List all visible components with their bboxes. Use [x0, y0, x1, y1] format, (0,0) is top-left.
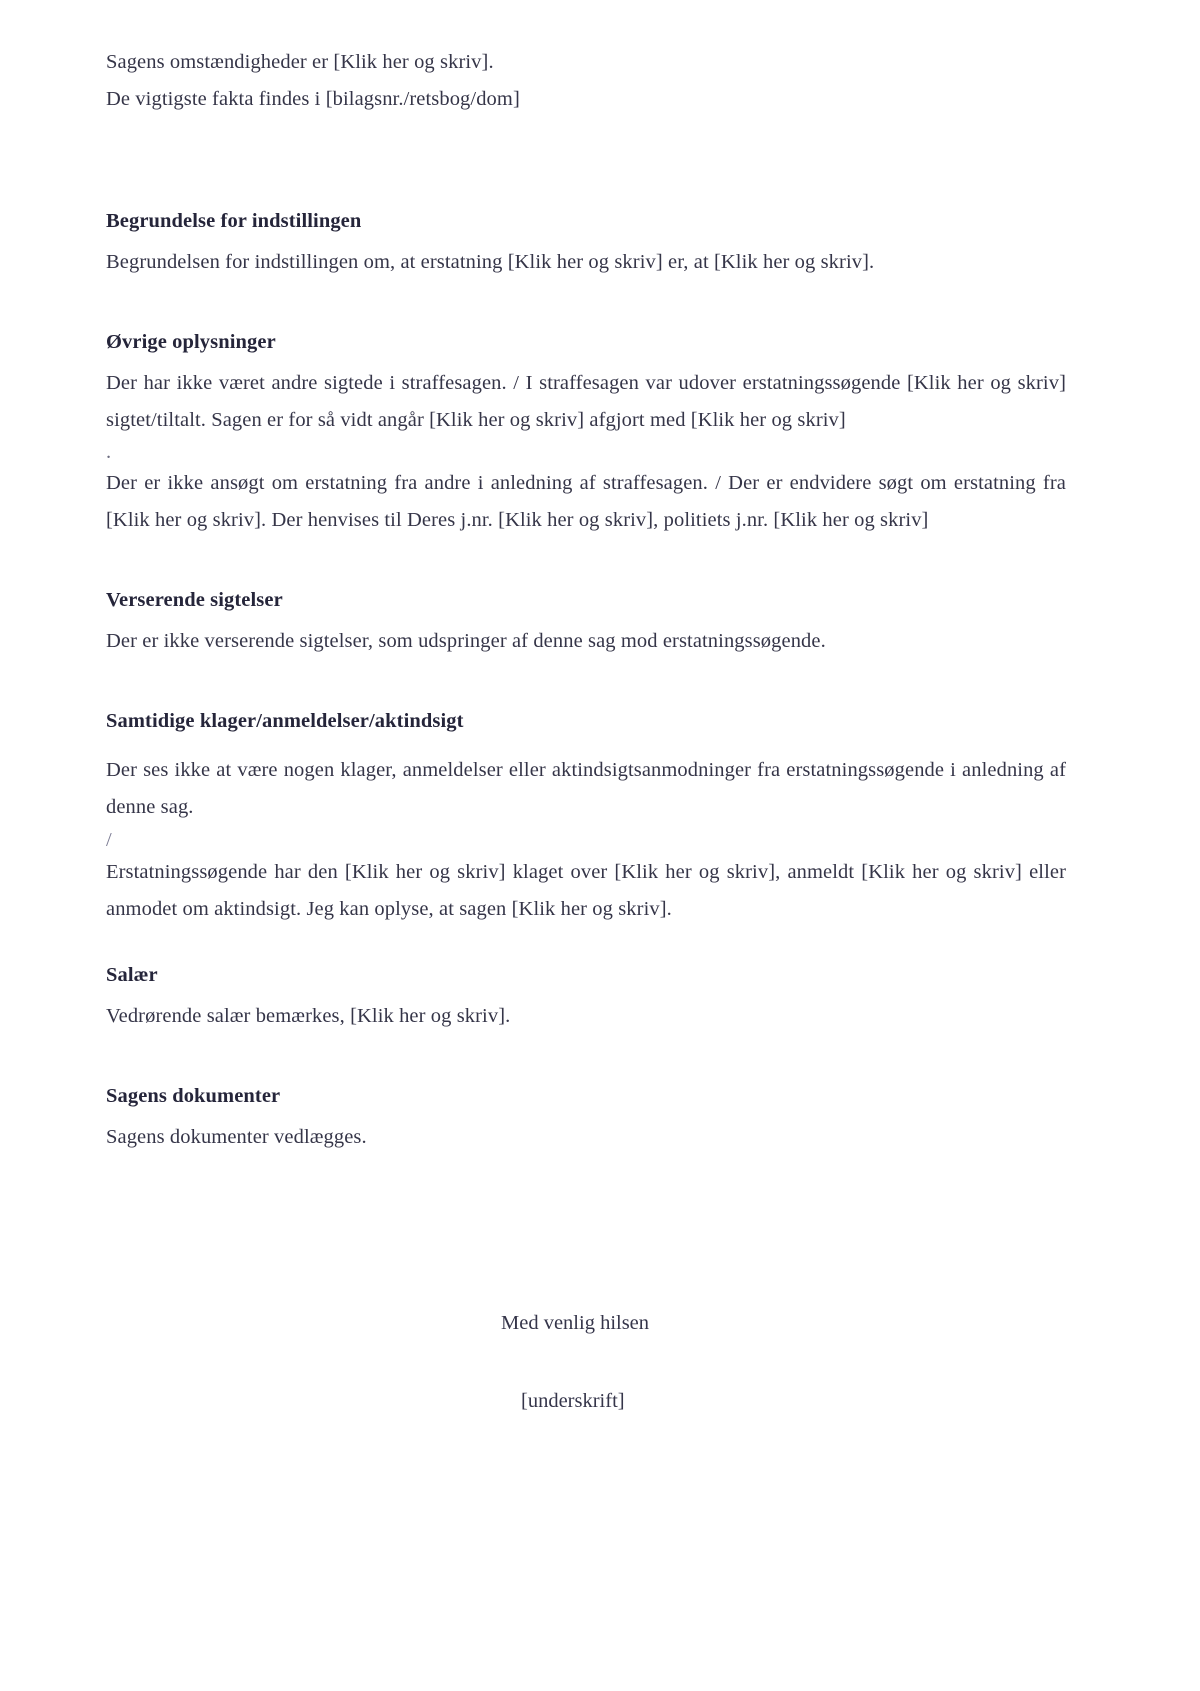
closing-greeting: Med venlig hilsen — [501, 1312, 650, 1334]
spacer — [106, 928, 1066, 958]
section-paragraph-klager-1: Der ses ikke at være nogen klager, anmeldelser eller aktindsigtsanmodninger fra erstatningssøgende i anledning af denne sag. — [106, 759, 1066, 818]
spacer — [106, 738, 1066, 752]
section-heading-samtidige-klager: Samtidige klager/anmeldelser/aktindsigt — [106, 710, 464, 732]
section-paragraph-verserende: Der er ikke verserende sigtelser, som udspringer af denne sag mod erstatningssøgende. — [106, 630, 826, 652]
section-heading-sagens-dokumenter: Sagens dokumenter — [106, 1085, 281, 1107]
closing-signature-placeholder: [underskrift] — [521, 1390, 625, 1412]
spacer — [106, 118, 1066, 204]
closing-block — [106, 1306, 1066, 1418]
section-heading-salaer: Salær — [106, 964, 158, 986]
intro-line-2: De vigtigste fakta findes i [bilagsnr./retsbog/dom] — [106, 88, 520, 110]
section-paragraph-klager-2: Erstatningssøgende har den [Klik her og skriv] klaget over [Klik her og skriv], anmeldt [Klik her og skriv] eller anmodet om aktindsigt. Jeg kan oplyse, at sagen [Klik her og skriv]. — [106, 861, 1066, 920]
section-paragraph-ovrige-1: Der har ikke været andre sigtede i straffesagen. / I straffesagen var udover erstatningssøgende [Klik her og skriv] sigtet/tiltalt. Sagen er for så vidt angår [Klik her og skriv] afgjort med [Klik her og skriv] — [106, 372, 1066, 431]
spacer — [106, 539, 1066, 583]
section-paragraph-ovrige-stray-period: . — [106, 441, 112, 463]
section-paragraph-begrundelse: Begrundelsen for indstillingen om, at erstatning [Klik her og skriv] er, at [Klik her og skriv]. — [106, 251, 875, 273]
section-paragraph-klager-separator: / — [106, 829, 112, 851]
section-paragraph-salaer: Vedrørende salær bemærkes, [Klik her og skriv]. — [106, 1005, 511, 1027]
section-paragraph-sagens-dokumenter: Sagens dokumenter vedlægges. — [106, 1126, 367, 1148]
section-heading-verserende-sigtelser: Verserende sigtelser — [106, 589, 283, 611]
spacer — [106, 660, 1066, 704]
section-paragraph-ovrige-2: Der er ikke ansøgt om erstatning fra andre i anledning af straffesagen. / Der er endvidere søgt om erstatning fra [Klik her og skriv]. Der henvises til Deres j.nr. [Klik her og skriv], politiets j.nr. [Klik her og skriv] — [106, 472, 1066, 531]
intro-line-1: Sagens omstændigheder er [Klik her og skriv]. — [106, 51, 494, 73]
spacer — [106, 281, 1066, 325]
spacer — [106, 1035, 1066, 1079]
section-heading-begrundelse: Begrundelse for indstillingen — [106, 210, 362, 232]
document-body — [106, 44, 1066, 1418]
section-heading-ovrige-oplysninger: Øvrige oplysninger — [106, 331, 276, 353]
